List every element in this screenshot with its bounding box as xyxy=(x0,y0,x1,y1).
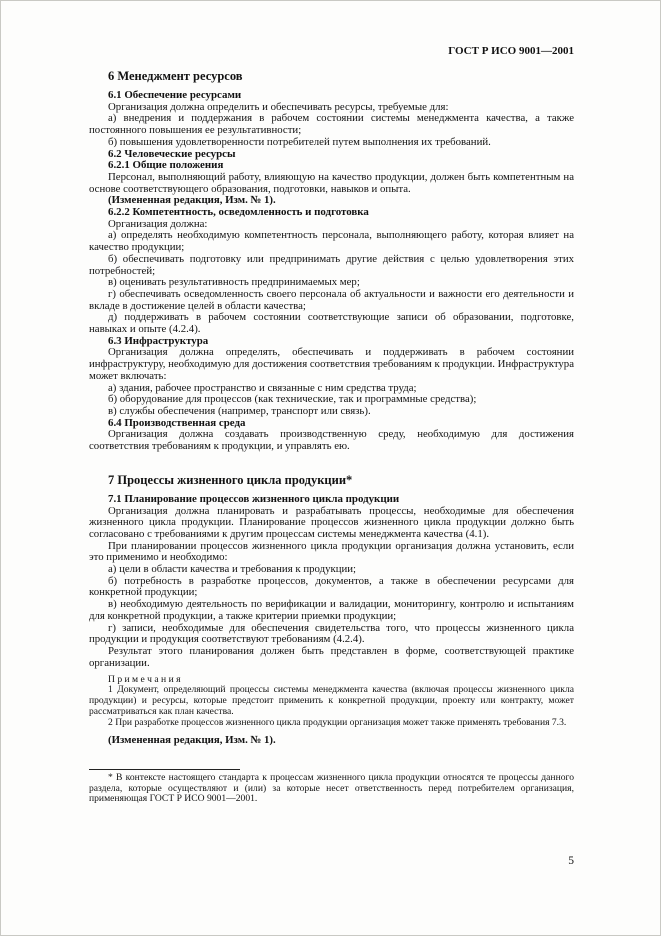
section-6-2-2-heading: 6.2.2 Компетентность, осведомленность и подготовка xyxy=(108,206,369,219)
section-7-1-paragraph-1: Организация должна планировать и разрабатывать процессы, необходимые для обеспечения жизненного цикла продукции. Планирование процессов жизненного цикла продукции должно быть согласовано с требованиями к другим процессам системы менеджмента качества (4.1). xyxy=(89,504,574,540)
section-7-1-item-b: б) потребность в разработке процессов, документов, а также в обеспечении ресурсами для конкретной продукции; xyxy=(89,574,574,599)
section-6-2-2-item-g: г) обеспечивать осведомленность своего персонала об актуальности и важности его деятельности и вкладе в достижение целей в области качества; xyxy=(89,287,574,312)
section-6-2-1-paragraph: Персонал, выполняющий работу, влияющую на качество продукции, должен быть компетентным на основе соответствующего образования, подготовки, навыков и опыта. xyxy=(89,170,574,195)
section-6-3-paragraph: Организация должна определять, обеспечивать и поддерживать в рабочем состоянии инфраструктуру, необходимую для достижения соответствия требованиям к продукции. Инфраструктура может включать: xyxy=(89,346,574,382)
section-6-heading: 6 Менеджмент ресурсов xyxy=(108,69,243,83)
section-7-1-item-v: в) необходимую деятельность по верификации и валидации, мониторингу, контролю и испытаниям для конкретной продукции, а также критерии приемки продукции; xyxy=(89,598,574,622)
section-6-3-item-a: а) здания, рабочее пространство и связанные с ним средства труда; xyxy=(108,381,417,394)
section-7-1-paragraph-2: При планировании процессов жизненного цикла продукции организация должна установить, если это применимо и необходимо: xyxy=(89,539,574,564)
section-6-3-item-v: в) службы обеспечения (например, транспорт или связь). xyxy=(108,404,371,417)
section-6-1-item-a: а) внедрения и поддержания в рабочем состоянии системы менеджмента качества, а также постоянного повышения ее результативности; xyxy=(89,112,574,137)
section-7-1-paragraph-3: Результат этого планирования должен быть представлен в форме, соответствующей практике организации. xyxy=(89,644,574,669)
section-6-1-item-b: б) повышения удовлетворенности потребителей путем выполнения их требований. xyxy=(108,135,491,148)
section-6-2-2-item-b: б) обеспечивать подготовку или предпринимать другие действия с целью удовлетворения этих потребностей; xyxy=(89,252,574,277)
footnote-text: * В контексте настоящего стандарта к процессам жизненного цикла продукции относятся те процессы данного раздела, которые осуществляют и (или) за которые несет ответственность перед потребителем организация, применяющая ГОСТ Р ИСО 9001—2001. xyxy=(89,771,574,805)
section-6-2-2-item-d: д) поддерживать в рабочем состоянии соответствующие записи об образовании, подготовке, навыках и опыте (4.2.4). xyxy=(89,311,574,336)
section-6-3-item-b: б) оборудование для процессов (как технические, так и программные средства); xyxy=(108,393,477,406)
section-6-2-2-paragraph: Организация должна: xyxy=(108,217,208,230)
section-6-2-heading: 6.2 Человеческие ресурсы xyxy=(108,147,236,160)
note-2: 2 При разработке процессов жизненного цикла продукции организация может также применять требования 7.3. xyxy=(108,717,567,729)
section-6-3-heading: 6.3 Инфраструктура xyxy=(108,334,209,347)
section-7-heading: 7 Процессы жизненного цикла продукции* xyxy=(108,472,353,487)
footnote-separator xyxy=(89,769,240,770)
note-1: 1 Документ, определяющий процессы системы менеджмента качества (включая процессы жизненного цикла продукции) и ресурсы, которые предстоит применить к конкретной продукции, проекту или контракту, может рассматриваться как план качества. xyxy=(89,684,574,718)
section-6-1-paragraph: Организация должна определить и обеспечивать ресурсы, требуемые для: xyxy=(108,100,449,113)
section-6-2-1-heading: 6.2.1 Общие положения xyxy=(108,159,224,172)
section-6-2-2-item-a: а) определять необходимую компетентность персонала, выполняющего работу, которая влияет на качество продукции; xyxy=(89,229,574,254)
section-6-4-heading: 6.4 Производственная среда xyxy=(108,416,246,429)
page-number: 5 xyxy=(568,855,574,867)
section-7-1-item-a: а) цели в области качества и требования к продукции; xyxy=(108,563,357,576)
section-6-1-heading: 6.1 Обеспечение ресурсами xyxy=(108,89,242,101)
section-6-4-paragraph: Организация должна создавать производственную среду, необходимую для достижения соответствия требованиям к продукции, и управлять ею. xyxy=(89,428,574,453)
section-7-1-amendment: (Измененная редакция, Изм. № 1). xyxy=(108,733,276,746)
footnote-block xyxy=(89,769,574,806)
section-6-2-1-amendment: (Измененная редакция, Изм. № 1). xyxy=(108,194,276,207)
notes-heading: П р и м е ч а н и я xyxy=(108,674,181,686)
section-7-1-heading: 7.1 Планирование процессов жизненного цикла продукции xyxy=(108,492,400,505)
section-6-2-2-item-v: в) оценивать результативность предпринимаемых мер; xyxy=(108,276,360,289)
section-7-1-item-g: г) записи, необходимые для обеспечения свидетельства того, что процессы жизненного цикла продукции и продукция соответствуют требованиям (4.2.4). xyxy=(89,621,574,646)
standard-reference: ГОСТ Р ИСО 9001—2001 xyxy=(448,45,574,57)
